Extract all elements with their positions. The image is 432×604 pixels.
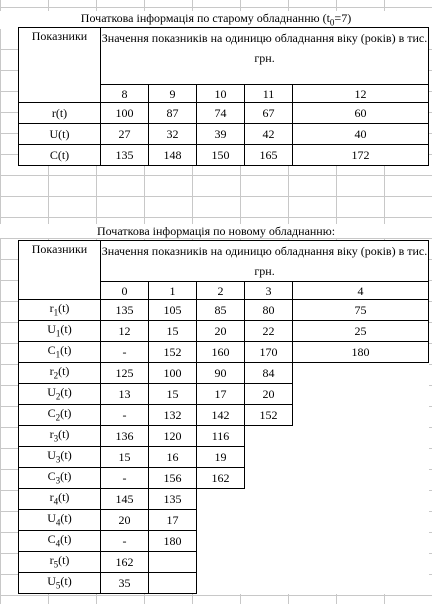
value-cell	[149, 552, 197, 573]
value-cell: 148	[149, 145, 197, 166]
value-cell: 16	[149, 447, 197, 468]
value-cell: 20	[101, 510, 149, 531]
empty-cell	[293, 510, 429, 531]
value-cell: 172	[293, 145, 429, 166]
empty-cell	[245, 573, 293, 594]
age-header-cell: 11	[245, 85, 293, 103]
table-row	[19, 426, 429, 447]
value-cell: 125	[101, 363, 149, 384]
empty-cell	[197, 510, 245, 531]
table-row	[19, 145, 429, 166]
value-cell: 100	[101, 103, 149, 124]
age-header-cell: 2	[197, 282, 245, 300]
indicator-label: C(t)	[19, 145, 101, 166]
value-cell: 170	[245, 342, 293, 363]
table-row	[19, 321, 429, 342]
empty-cell	[245, 468, 293, 489]
value-cell: -	[101, 468, 149, 489]
table-row	[19, 468, 429, 489]
new-equipment-title: Початкова інформація по новому обладнанню:	[0, 224, 432, 238]
empty-cell	[293, 468, 429, 489]
indicator-label: $U_4(t)$	[19, 510, 101, 531]
indicator-label: $C_1(t)$	[19, 342, 101, 363]
value-cell: 180	[149, 531, 197, 552]
value-cell: 100	[149, 363, 197, 384]
value-cell: 67	[245, 103, 293, 124]
table-row	[19, 447, 429, 468]
value-cell: 35	[101, 573, 149, 594]
indicator-label: $U_1(t)$	[19, 321, 101, 342]
value-cell: 32	[149, 124, 197, 145]
table-row	[19, 489, 429, 510]
value-cell: -	[101, 405, 149, 426]
empty-cell	[245, 531, 293, 552]
value-cell: 20	[245, 384, 293, 405]
value-cell: 135	[149, 489, 197, 510]
value-cell: 135	[101, 300, 149, 321]
empty-cell	[293, 489, 429, 510]
value-cell: 162	[197, 468, 245, 489]
value-cell: 39	[197, 124, 245, 145]
value-cell: 27	[101, 124, 149, 145]
empty-cell	[245, 552, 293, 573]
indicator-label: $r_4(t)$	[19, 489, 101, 510]
age-header-cell: 8	[101, 85, 149, 103]
old-equipment-title: Початкова інформація по старому обладнанню $(t_0=7)$	[0, 11, 432, 29]
table-row	[19, 342, 429, 363]
empty-cell	[245, 426, 293, 447]
value-cell: 40	[293, 124, 429, 145]
empty-cell	[293, 384, 429, 405]
value-cell: 142	[197, 405, 245, 426]
indicators-header: Показники	[19, 28, 101, 103]
empty-cell	[293, 405, 429, 426]
value-cell: -	[101, 342, 149, 363]
table-row	[19, 552, 429, 573]
indicator-label: $U_2(t)$	[19, 384, 101, 405]
value-cell: 90	[197, 363, 245, 384]
indicator-label: $r_1(t)$	[19, 300, 101, 321]
empty-cell	[245, 510, 293, 531]
age-header-cell: 3	[245, 282, 293, 300]
empty-cell	[293, 447, 429, 468]
indicator-label: r(t)	[19, 103, 101, 124]
empty-cell	[197, 552, 245, 573]
value-cell: 15	[149, 321, 197, 342]
empty-cell	[293, 363, 429, 384]
value-cell: 12	[101, 321, 149, 342]
empty-cell	[293, 531, 429, 552]
value-cell: 80	[245, 300, 293, 321]
value-cell: 17	[149, 510, 197, 531]
empty-cell	[197, 573, 245, 594]
empty-cell	[293, 573, 429, 594]
new-equipment-table	[18, 240, 429, 594]
indicator-label: $r_3(t)$	[19, 426, 101, 447]
value-cell: 75	[293, 300, 429, 321]
empty-cell	[293, 426, 429, 447]
indicator-label: $C_4(t)$	[19, 531, 101, 552]
value-cell	[149, 573, 197, 594]
value-cell: 15	[101, 447, 149, 468]
age-header-cell: 0	[101, 282, 149, 300]
age-header-cell: 1	[149, 282, 197, 300]
indicator-label: $r_2(t)$	[19, 363, 101, 384]
value-cell: 74	[197, 103, 245, 124]
values-group-header: Значення показників на одиницю обладнання віку (років) в тис. грн.	[101, 28, 429, 85]
value-cell: 25	[293, 321, 429, 342]
empty-cell	[197, 489, 245, 510]
value-cell: 135	[101, 145, 149, 166]
value-cell: 152	[149, 342, 197, 363]
indicator-label: U(t)	[19, 124, 101, 145]
value-cell: 165	[245, 145, 293, 166]
value-cell: 19	[197, 447, 245, 468]
empty-cell	[245, 489, 293, 510]
indicator-label: $U_5(t)$	[19, 573, 101, 594]
value-cell: 136	[101, 426, 149, 447]
value-cell: 15	[149, 384, 197, 405]
value-cell: 85	[197, 300, 245, 321]
value-cell: 116	[197, 426, 245, 447]
table-row	[19, 510, 429, 531]
table-row	[19, 124, 429, 145]
indicator-label: $r_5(t)$	[19, 552, 101, 573]
empty-cell	[293, 552, 429, 573]
indicator-label: $U_3(t)$	[19, 447, 101, 468]
value-cell: 87	[149, 103, 197, 124]
indicator-label: $C_2(t)$	[19, 405, 101, 426]
value-cell: 180	[293, 342, 429, 363]
value-cell: 150	[197, 145, 245, 166]
value-cell: 120	[149, 426, 197, 447]
table-row	[19, 384, 429, 405]
empty-cell	[197, 531, 245, 552]
table-row	[19, 573, 429, 594]
value-cell: 105	[149, 300, 197, 321]
old-equipment-table	[18, 27, 429, 166]
age-header-cell: 10	[197, 85, 245, 103]
value-cell: 152	[245, 405, 293, 426]
value-cell: 20	[197, 321, 245, 342]
age-header-cell: 9	[149, 85, 197, 103]
value-cell: 22	[245, 321, 293, 342]
table-row	[19, 531, 429, 552]
value-cell: 17	[197, 384, 245, 405]
indicators-header: Показники	[19, 241, 101, 300]
value-cell: 132	[149, 405, 197, 426]
table-row	[19, 405, 429, 426]
values-group-header: Значення показників на одиницю обладнання віку (років) в тис. грн.	[101, 241, 429, 282]
value-cell: 60	[293, 103, 429, 124]
value-cell: 162	[101, 552, 149, 573]
empty-cell	[245, 447, 293, 468]
value-cell: 84	[245, 363, 293, 384]
value-cell: 13	[101, 384, 149, 405]
table-row	[19, 103, 429, 124]
value-cell: 160	[197, 342, 245, 363]
table-row	[19, 363, 429, 384]
value-cell: 156	[149, 468, 197, 489]
age-header-cell: 12	[293, 85, 429, 103]
age-header-cell: 4	[293, 282, 429, 300]
indicator-label: $C_3(t)$	[19, 468, 101, 489]
value-cell: -	[101, 531, 149, 552]
value-cell: 42	[245, 124, 293, 145]
table-row	[19, 300, 429, 321]
value-cell: 145	[101, 489, 149, 510]
